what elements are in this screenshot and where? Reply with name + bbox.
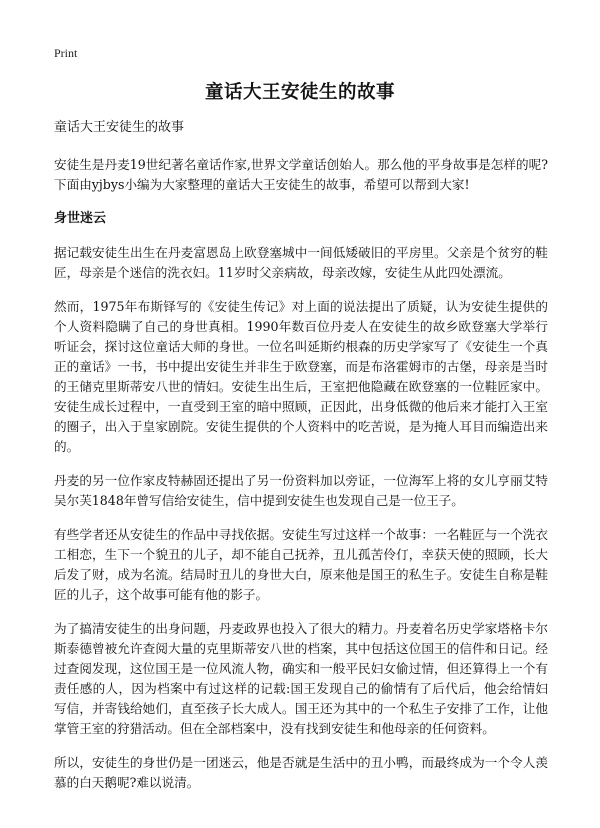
page-title: 童话大王安徒生的故事 — [204, 82, 395, 103]
paragraph-2: 然而，1975年布斯铎写的《安徒生传记》对上面的说法提出了质疑，认为安徒生提供的个人资料隐瞒了自己的身世真相。1990年数百位丹麦人在安徒生的故乡欧登塞大学举行听证会，探讨这位童话大师的身世。一位名叫延斯约根森的历史学家写了《安徒生一个真正的童话》一书，书中提出安徒生并非生于欧登塞，而是布洛霍姆市的古堡，母亲是当时的王储克里斯蒂安八世的情妇。安徒生出生后，王室把他隐藏在欧登塞的一位鞋匠家中。安徒生成长过程中，一直受到王室的暗中照顾，正因此，出身低微的他后来才能打入王室的圈子，出入于皇家剧院。安徒生提供的个人资料中的吃苦说，是为掩人耳目而编造出来的。 — [54, 299, 548, 454]
article-body — [54, 118, 548, 807]
paragraph-4: 有些学者还从安徒生的作品中寻找依据。安徒生写过这样一个故事：一名鞋匠与一个洗衣工相恋，生下一个貌丑的儿子，却不能自己抚养，丑儿孤苦伶仃，幸获天使的照顾，长大后发了财，成为名流。结局时丑儿的身世大白，原来他是国王的私生子。安徒生自称是鞋匠的儿子，这个故事可能有他的影子。 — [54, 527, 548, 602]
paragraph-5: 为了搞清安徒生的出身问题，丹麦政界也投入了很大的精力。丹麦着名历史学家塔格卡尔斯泰德曾被允许查阅大量的克里斯蒂安八世的档案，其中包括这位国王的信件和日记。经过查阅发现，这位国王是一位风流人物，确实和一般平民妇女偷过情，但还算得上一个有责任感的人，因为档案中有过这样的记载:国王发现自己的偷情有了后代后，他会给情妇写信，并寄钱给她们，直至孩子长大成人。国王还为其中的一个私生子安排了工作，让他掌管王室的狩猎活动。但在全部档案中，没有找到安徒生和他母亲的任何资料。 — [54, 621, 548, 736]
paragraph-1: 据记载安徒生出生在丹麦富恩岛上欧登塞城中一间低矮破旧的平房里。父亲是个贫穷的鞋匠，母亲是个迷信的洗衣妇。11岁时父亲病故，母亲改嫁，安徒生从此四处漂流。 — [54, 245, 548, 280]
paragraph-3: 丹麦的另一位作家皮特赫固还提出了另一份资料加以旁证，一位海军上将的女儿亨丽艾特吴尔芙1848年曾写信给安徒生，信中提到安徒生也发现自己是一位王子。 — [54, 473, 548, 508]
article-subtitle: 童话大王安徒生的故事 — [54, 120, 185, 135]
intro-paragraph: 安徒生是丹麦19世纪著名童话作家,世界文学童话创始人。那么他的平身故事是怎样的呢?下面由yjbys小编为大家整理的童话大王安徒生的故事，希望可以帮到大家! — [54, 157, 548, 192]
print-link[interactable]: Print — [54, 46, 78, 60]
section-heading: 身世迷云 — [54, 211, 107, 226]
paragraph-6: 所以，安徒生的身世仍是一团迷云，他是否就是生活中的丑小鸭，而最终成为一个令人羡慕的白天鹅呢?难以说清。 — [54, 755, 548, 790]
